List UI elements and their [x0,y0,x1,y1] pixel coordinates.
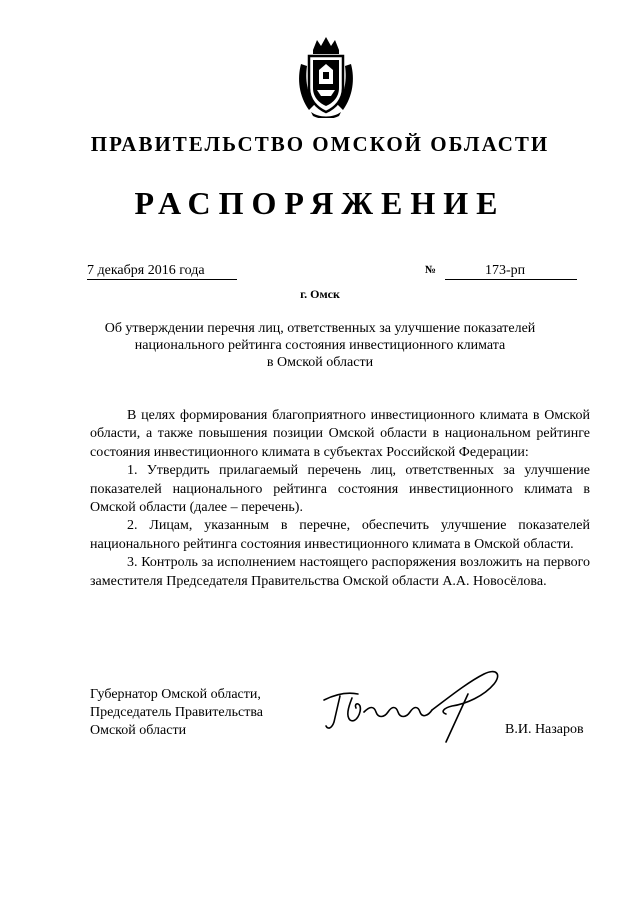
subject-line: в Омской области [266,355,374,370]
organization-title: ПРАВИТЕЛЬСТВО ОМСКОЙ ОБЛАСТИ [90,132,550,156]
document-date: 7 декабря 2016 года [87,262,237,280]
subject-line: национального рейтинга состояния инвестиционного климата [134,338,506,353]
body-item-1: 1. Утвердить прилагаемый перечень лиц, ответственных за улучшение показателей национального рейтинга состояния инвестиционного климата в Омской области (далее – перечень). [90,463,590,516]
position-line: Председатель Правительства [90,705,263,720]
signatory-position [90,686,263,740]
coat-of-arms-icon [295,34,357,118]
signer-name: В.И. Назаров [505,722,584,737]
body-item-2: 2. Лицам, указанным в перечне, обеспечить улучшение показателей национального рейтинга состояния инвестиционного климата в Омской области. [90,518,590,552]
document-number: 173-рп [485,263,526,278]
subject-line: Об утверждении перечня лиц, ответственных за улучшение показателей [104,321,536,336]
document-number-field [425,262,577,279]
position-line: Омской области [90,723,187,738]
body-item-3: 3. Контроль за исполнением настоящего распоряжения возложить на первого заместителя Председателя Правительства Омской области А.А. Новосёлова. [90,555,590,589]
document-subject [80,320,560,371]
number-sign: № [425,264,437,276]
document-body [90,407,590,591]
city-line: г. Омск [300,287,340,301]
document-type-title: РАСПОРЯЖЕНИЕ [134,185,506,221]
body-preamble: В целях формирования благоприятного инвестиционного климата в Омской области, а также повышения позиции Омской области в национальном рейтинге состояния инвестиционного климата в субъектах Российской Федерации: [90,408,590,460]
position-line: Губернатор Омской области, [90,687,261,702]
handwritten-signature-icon [318,662,508,746]
